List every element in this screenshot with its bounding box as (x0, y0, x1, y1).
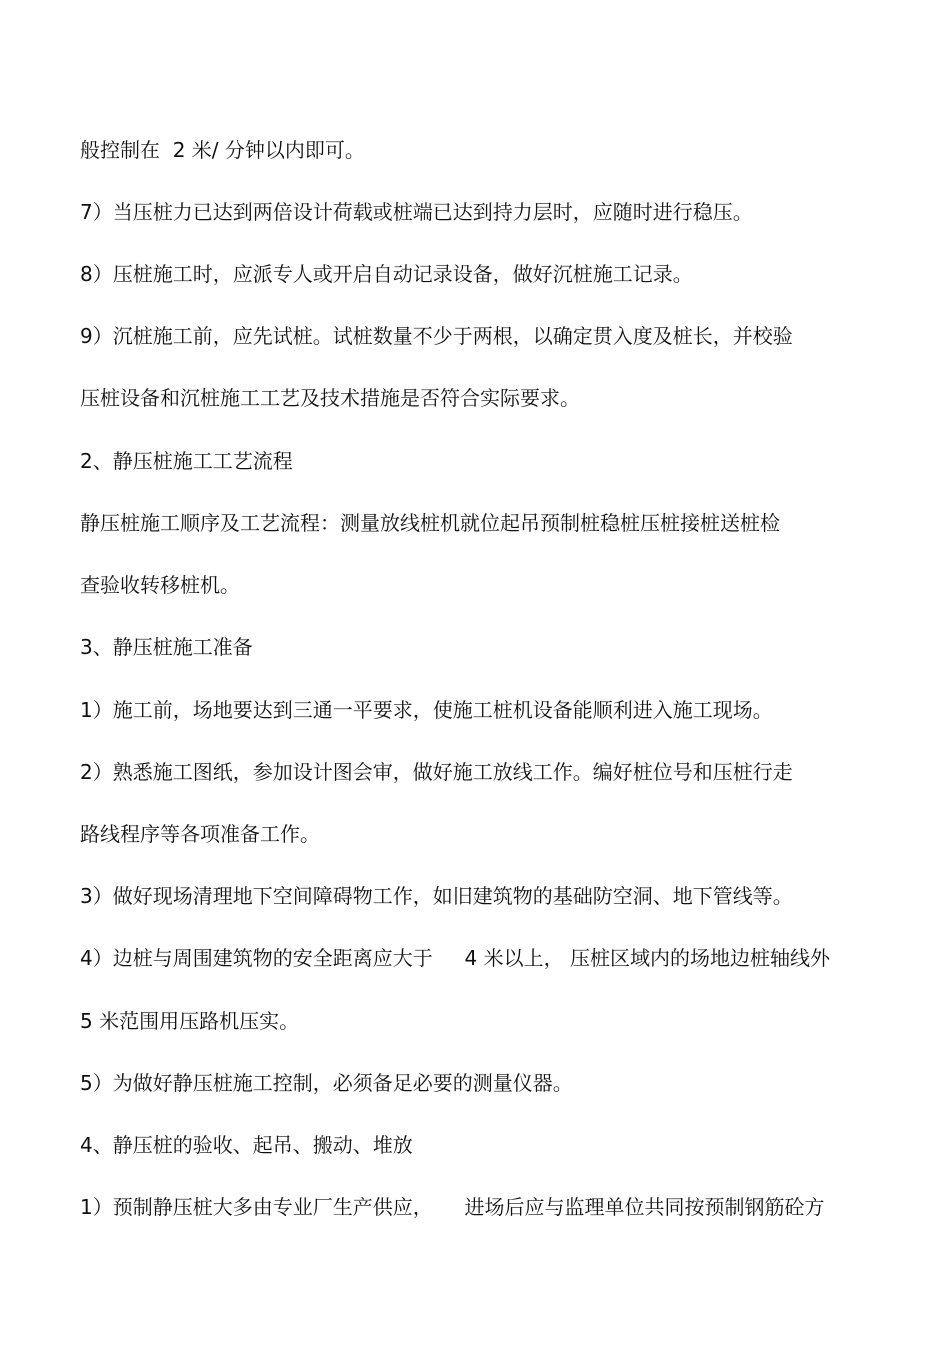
text-line: 8）压桩施工时，应派专人或开启自动记录设备，做好沉桩施工记录。 (80, 262, 693, 286)
text-line: 3）做好现场清理地下空间障碍物工作，如旧建筑物的基础防空洞、地下管线等。 (80, 884, 793, 908)
text-line: 9）沉桩施工前，应先试桩。试桩数量不少于两根，以确定贯入度及桩长，并校验 (80, 324, 793, 348)
text-line: 1）施工前，场地要达到三通一平要求，使施工桩机设备能顺利进入施工现场。 (80, 698, 773, 722)
text-line: 1）预制静压桩大多由专业厂生产供应， 进场后应与监理单位共同按预制钢筋砼方 (80, 1195, 825, 1219)
text-line: 静压桩施工顺序及工艺流程：测量放线桩机就位起吊预制桩稳桩压桩接桩送桩检 (80, 511, 780, 535)
text-line: 路线程序等各项准备工作。 (80, 822, 320, 846)
section-heading: 3、静压桩施工准备 (80, 635, 253, 659)
section-heading: 2、静压桩施工工艺流程 (80, 449, 293, 473)
text-line: 查验收转移桩机。 (80, 573, 240, 597)
text-line: 5）为做好静压桩施工控制，必须备足必要的测量仪器。 (80, 1071, 573, 1095)
text-line: 般控制在 2 米/ 分钟以内即可。 (80, 138, 365, 162)
section-heading: 4、静压桩的验收、起吊、搬动、堆放 (80, 1133, 413, 1157)
text-line: 7）当压桩力已达到两倍设计荷载或桩端已达到持力层时，应随时进行稳压。 (80, 200, 753, 224)
text-line: 4）边桩与周围建筑物的安全距离应大于 4 米以上， 压桩区域内的场地边桩轴线外 (80, 946, 830, 970)
text-line: 2）熟悉施工图纸，参加设计图会审，做好施工放线工作。编好桩位号和压桩行走 (80, 760, 793, 784)
text-line: 压桩设备和沉桩施工工艺及技术措施是否符合实际要求。 (80, 386, 580, 410)
text-line: 5 米范围用压路机压实。 (80, 1009, 300, 1033)
